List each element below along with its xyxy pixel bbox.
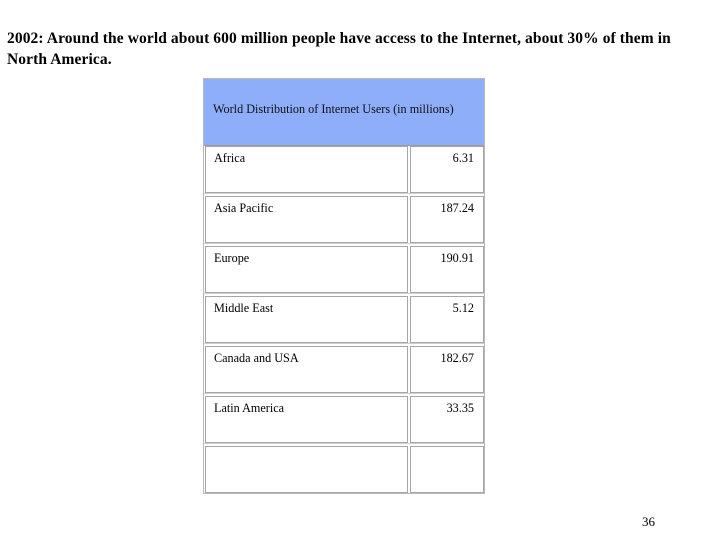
row-divider [204, 243, 484, 244]
region-name: Africa [214, 151, 246, 165]
value-cell [410, 146, 484, 193]
region-cell [205, 346, 408, 393]
region-value: 33.35 [446, 401, 474, 415]
region-name: Europe [214, 251, 250, 265]
row-divider [204, 443, 484, 444]
value-cell [410, 296, 484, 343]
region-value: 190.91 [440, 251, 474, 265]
region-cell [205, 446, 408, 493]
page-number: 36 [642, 514, 655, 529]
region-cell [205, 196, 408, 243]
region-name: Latin America [214, 401, 285, 415]
row-divider [204, 193, 484, 194]
region-name: Asia Pacific [214, 201, 274, 215]
region-value: 182.67 [440, 351, 474, 365]
row-divider [204, 293, 484, 294]
table-row [204, 396, 484, 446]
table-title: World Distribution of Internet Users (in millions) [213, 102, 454, 116]
region-cell [205, 146, 408, 193]
value-cell [410, 396, 484, 443]
row-divider [204, 343, 484, 344]
row-divider [204, 393, 484, 394]
value-cell [410, 246, 484, 293]
region-name: Canada and USA [214, 351, 299, 365]
table-row [204, 246, 484, 296]
table-header [204, 79, 484, 146]
region-cell [205, 246, 408, 293]
region-cell [205, 396, 408, 443]
region-value: 187.24 [440, 201, 474, 215]
region-name: Middle East [214, 301, 274, 315]
table-row [204, 196, 484, 246]
value-cell [410, 346, 484, 393]
region-value: 5.12 [452, 301, 474, 315]
internet-users-table [203, 78, 485, 494]
region-cell [205, 296, 408, 343]
slide-heading: 2002: Around the world about 600 million people have access to the Internet, about 30% of them in North America. [7, 30, 671, 68]
value-cell [410, 446, 484, 493]
value-cell [410, 196, 484, 243]
table-row [204, 446, 484, 496]
table-row [204, 296, 484, 346]
table-row [204, 146, 484, 196]
region-value: 6.31 [452, 151, 474, 165]
table-row [204, 346, 484, 396]
